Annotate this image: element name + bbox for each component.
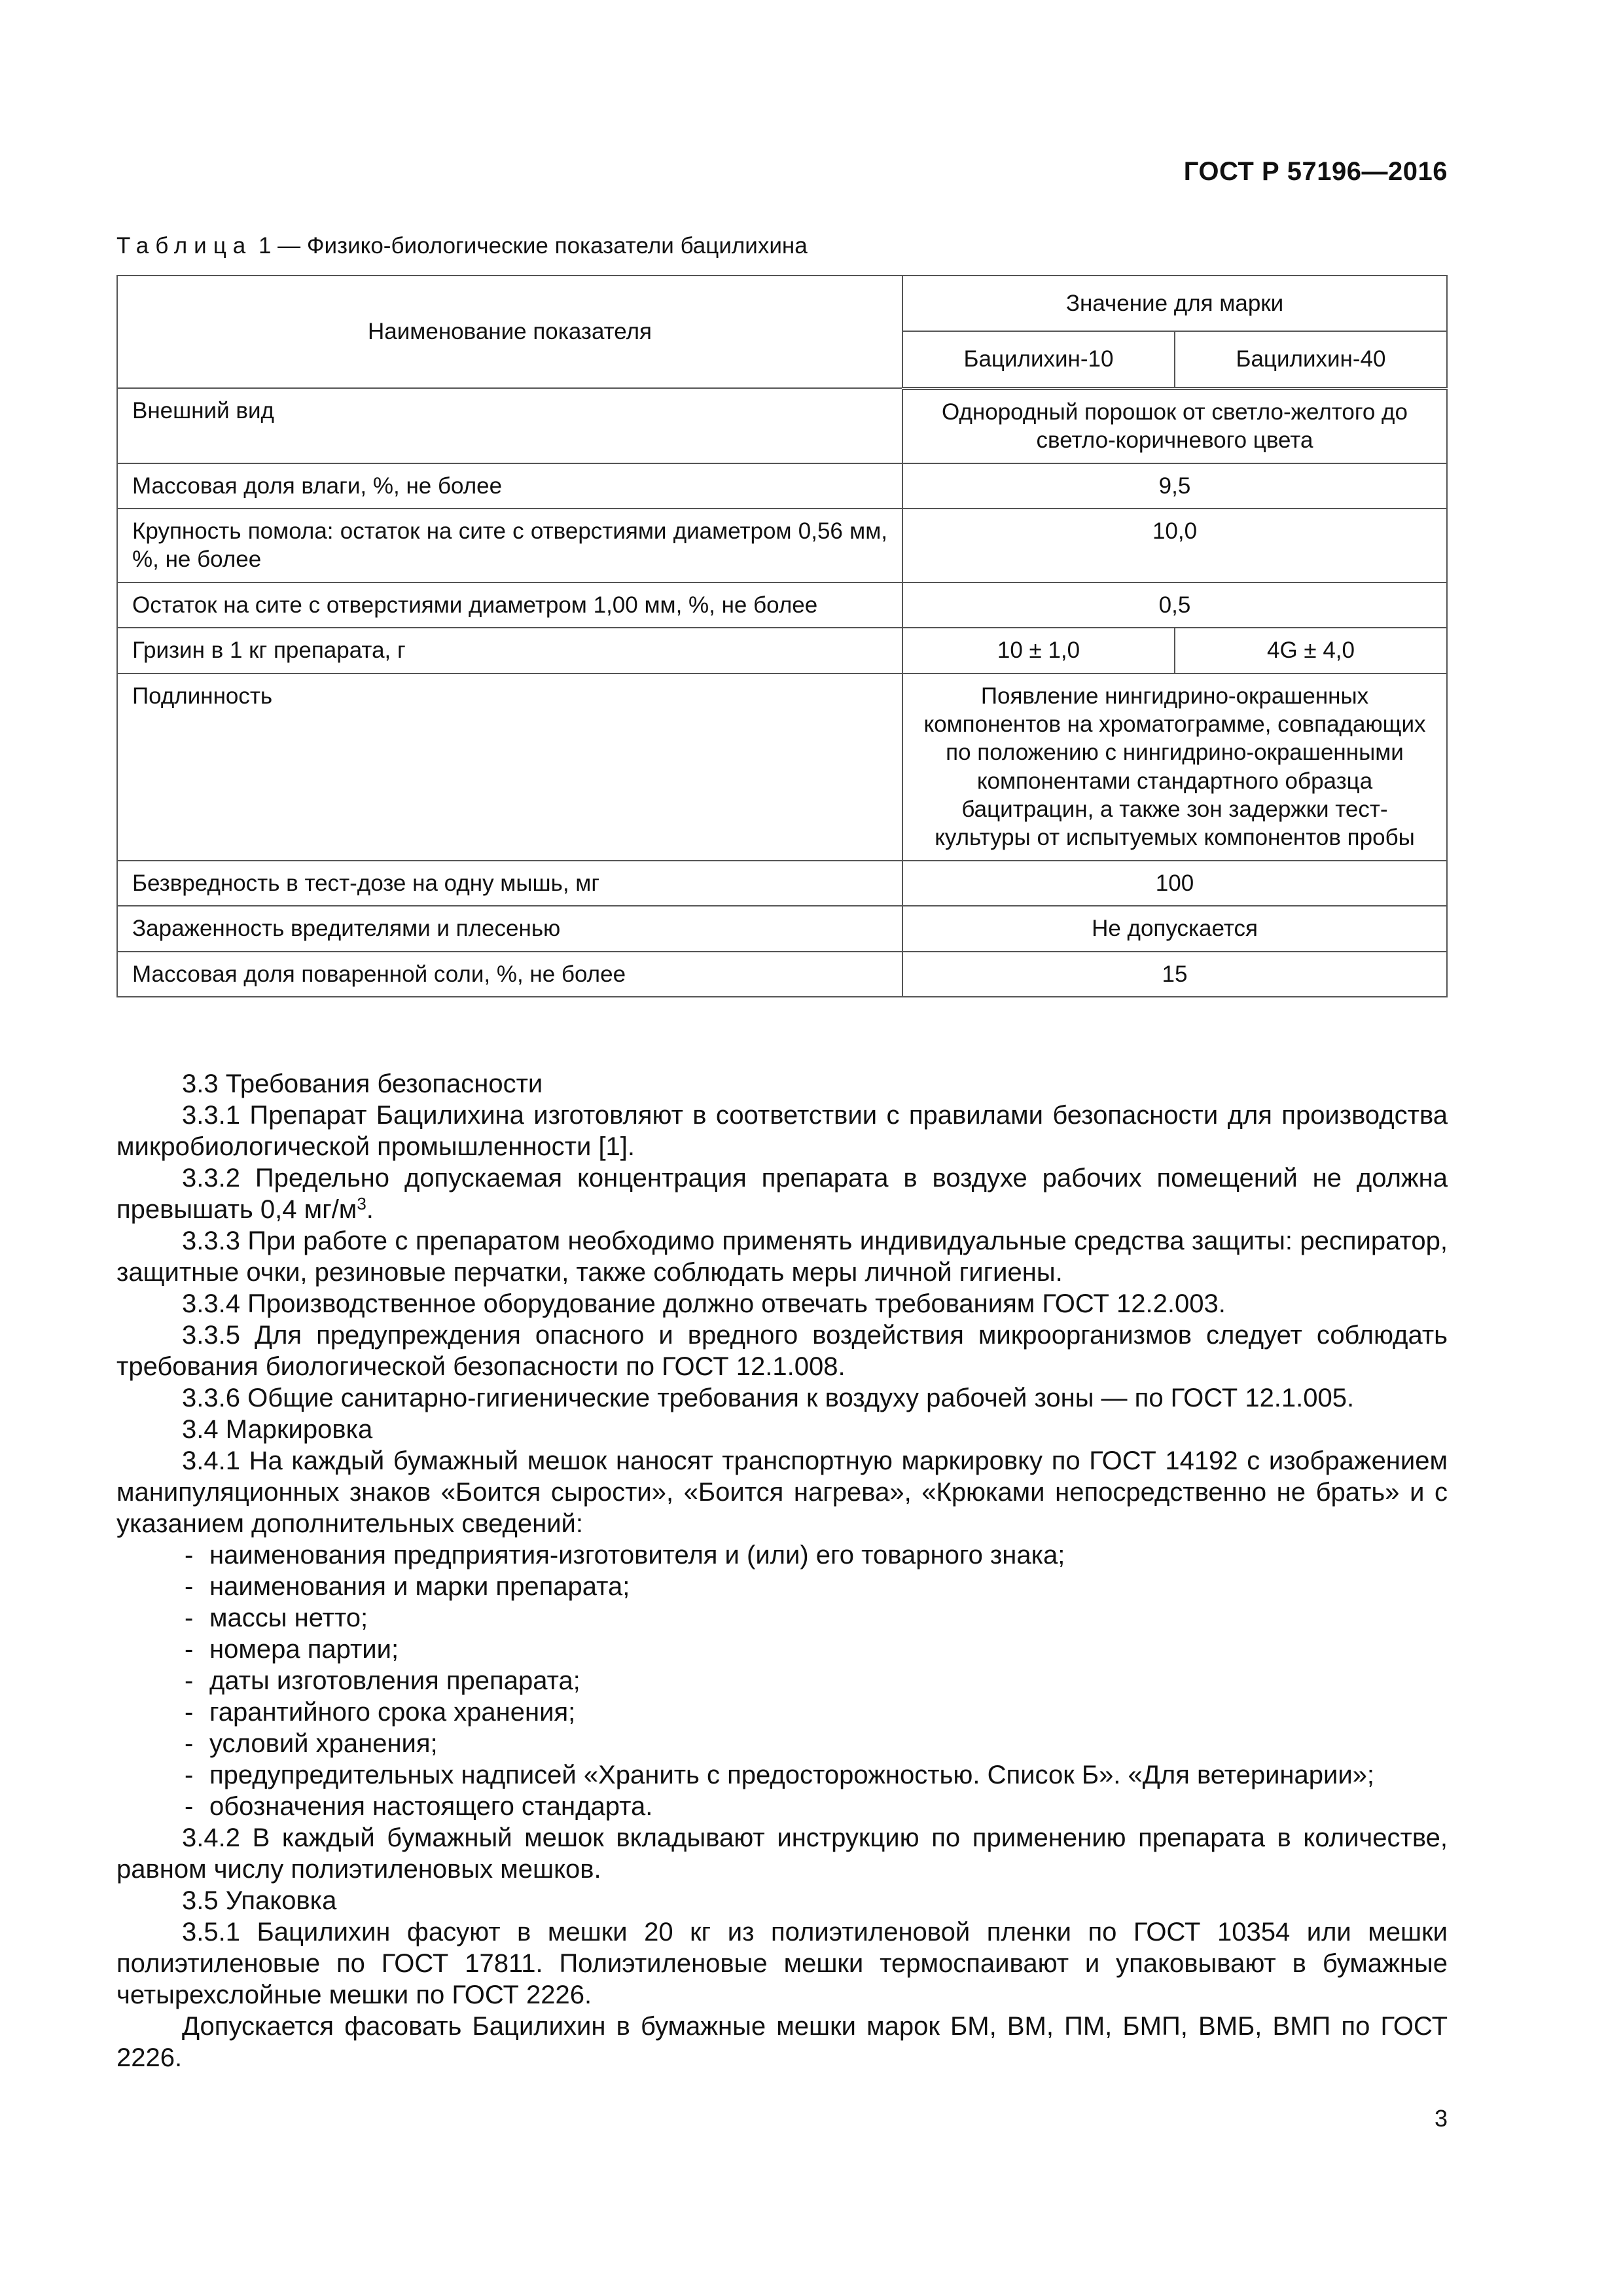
table-caption bbox=[116, 233, 808, 259]
table-caption-text: 1 — Физико-биологические показатели бацилихина bbox=[258, 233, 808, 259]
row-value: 100 bbox=[902, 861, 1447, 906]
paragraph-3-3-2: 3.3.2 Предельно допускаемая концентрация препарата в воздухе рабочих помещений не должна превышать 0,4 $мг/м^3$. bbox=[116, 1164, 1448, 1224]
header-brand-1: Бацилихин-10 bbox=[902, 331, 1175, 388]
table-row bbox=[117, 861, 1447, 906]
row-value: Появление нингидрино-окрашенных компонентов на хроматограмме, совпадающих по положению с нингидрино-окрашенными компонентами стандартного образца бацитрацин, а также зон задержки тест-культуры от испытуемых компонентов пробы bbox=[902, 673, 1447, 861]
paragraph-3-3-6: 3.3.6 Общие санитарно-гигиенические требования к воздуху рабочей зоны — по ГОСТ 12.1.005. bbox=[182, 1384, 1355, 1412]
marking-list bbox=[116, 1539, 1448, 1822]
superscript: 3 bbox=[357, 1194, 366, 1213]
row-name: Внешний вид bbox=[117, 388, 902, 463]
header-value-for-brand: Значение для марки bbox=[902, 276, 1447, 331]
list-item: - наименования предприятия-изготовителя и (или) его товарного знака; bbox=[185, 1541, 1065, 1570]
row-name: Подлинность bbox=[117, 673, 902, 861]
table-row bbox=[117, 463, 1447, 509]
table-row bbox=[117, 906, 1447, 951]
row-name: Массовая доля влаги, %, не более bbox=[117, 463, 902, 509]
paragraph-3-5-2: Допускается фасовать Бацилихин в бумажные мешки марок БМ, ВМ, ПМ, БМП, ВМБ, ВМП по ГОСТ 2226. bbox=[116, 2012, 1448, 2072]
row-value-brand-2: 4G ± 4,0 bbox=[1175, 628, 1447, 673]
row-name: Крупность помола: остаток на сите с отверстиями диаметром 0,56 мм, %, не более bbox=[117, 509, 902, 583]
row-value: Не допускается bbox=[902, 906, 1447, 951]
section-heading-3-5: 3.5 Упаковка bbox=[182, 1886, 337, 1915]
paragraph-3-4-2: 3.4.2 В каждый бумажный мешок вкладывают инструкцию по применению препарата в количестве, равном числу полиэтиленовых мешков. bbox=[116, 1823, 1448, 1884]
paragraph-3-3-4: 3.3.4 Производственное оборудование должно отвечать требованиям ГОСТ 12.2.003. bbox=[182, 1289, 1226, 1318]
table-row bbox=[117, 952, 1447, 997]
paragraph-3-4-1: 3.4.1 На каждый бумажный мешок наносят транспортную маркировку по ГОСТ 14192 с изображением манипуляционных знаков «Боится сырости», «Боится нагрева», «Крюками непосредственно не брать» и с указанием дополнительных сведений: bbox=[116, 1446, 1448, 1538]
table-row bbox=[117, 673, 1447, 861]
row-name: Зараженность вредителями и плесенью bbox=[117, 906, 902, 951]
list-item: - обозначения настоящего стандарта. bbox=[185, 1792, 653, 1821]
document-code: ГОСТ Р 57196—2016 bbox=[1183, 157, 1448, 186]
page-number: 3 bbox=[1434, 2105, 1448, 2132]
row-value: 9,5 bbox=[902, 463, 1447, 509]
section-heading-3-3: 3.3 Требования безопасности bbox=[182, 1069, 543, 1098]
paragraph-3-5-1: 3.5.1 Бацилихин фасуют в мешки 20 кг из полиэтиленовой пленки по ГОСТ 10354 или мешки полиэтиленовые по ГОСТ 17811. Полиэтиленовые мешки термоспаивают и упаковывают в бумажные четырехслойные мешки по ГОСТ 2226. bbox=[116, 1918, 1448, 2009]
paragraph-3-3-1: 3.3.1 Препарат Бацилихина изготовляют в соответствии с правилами безопасности для производства микробиологической промышленности [1]. bbox=[116, 1101, 1448, 1161]
table-row bbox=[117, 509, 1447, 583]
table-row bbox=[117, 628, 1447, 673]
row-name: Гризин в 1 кг препарата, г bbox=[117, 628, 902, 673]
header-brand-2: Бацилихин-40 bbox=[1175, 331, 1447, 388]
list-item: - номера партии; bbox=[185, 1635, 399, 1664]
list-item: - даты изготовления препарата; bbox=[185, 1666, 580, 1695]
paragraph-3-3-5: 3.3.5 Для предупреждения опасного и вредного воздействия микроорганизмов следует соблюдать требования биологической безопасности по ГОСТ 12.1.008. bbox=[116, 1321, 1448, 1381]
indicators-table bbox=[116, 275, 1448, 997]
row-value: 10,0 bbox=[902, 509, 1447, 583]
section-heading-3-4: 3.4 Маркировка bbox=[182, 1415, 373, 1444]
row-value: 0,5 bbox=[902, 583, 1447, 628]
list-item: - наименования и марки препарата; bbox=[185, 1572, 630, 1601]
list-item: - гарантийного срока хранения; bbox=[185, 1698, 576, 1727]
table-row bbox=[117, 583, 1447, 628]
row-name: Безвредность в тест-дозе на одну мышь, мг bbox=[117, 861, 902, 906]
table-row bbox=[117, 388, 1447, 463]
paragraph-3-3-3: 3.3.3 При работе с препаратом необходимо применять индивидуальные средства защиты: респиратор, защитные очки, резиновые перчатки, также соблюдать меры личной гигиены. bbox=[116, 1227, 1448, 1287]
list-item: - условий хранения; bbox=[185, 1729, 438, 1758]
row-value-brand-1: 10 ± 1,0 bbox=[902, 628, 1175, 673]
list-item: - предупредительных надписей «Хранить с предосторожностью. Список Б». «Для ветеринарии»; bbox=[185, 1761, 1375, 1789]
row-value: 15 bbox=[902, 952, 1447, 997]
header-indicator-name: Наименование показателя bbox=[117, 276, 902, 388]
table-caption-word: Таблица bbox=[116, 233, 253, 259]
body-text bbox=[116, 1068, 1448, 2073]
list-item: - массы нетто; bbox=[185, 1604, 368, 1632]
row-name: Массовая доля поваренной соли, %, не более bbox=[117, 952, 902, 997]
row-value: Однородный порошок от светло-желтого до светло-коричневого цвета bbox=[902, 388, 1447, 463]
row-name: Остаток на сите с отверстиями диаметром 1,00 мм, %, не более bbox=[117, 583, 902, 628]
